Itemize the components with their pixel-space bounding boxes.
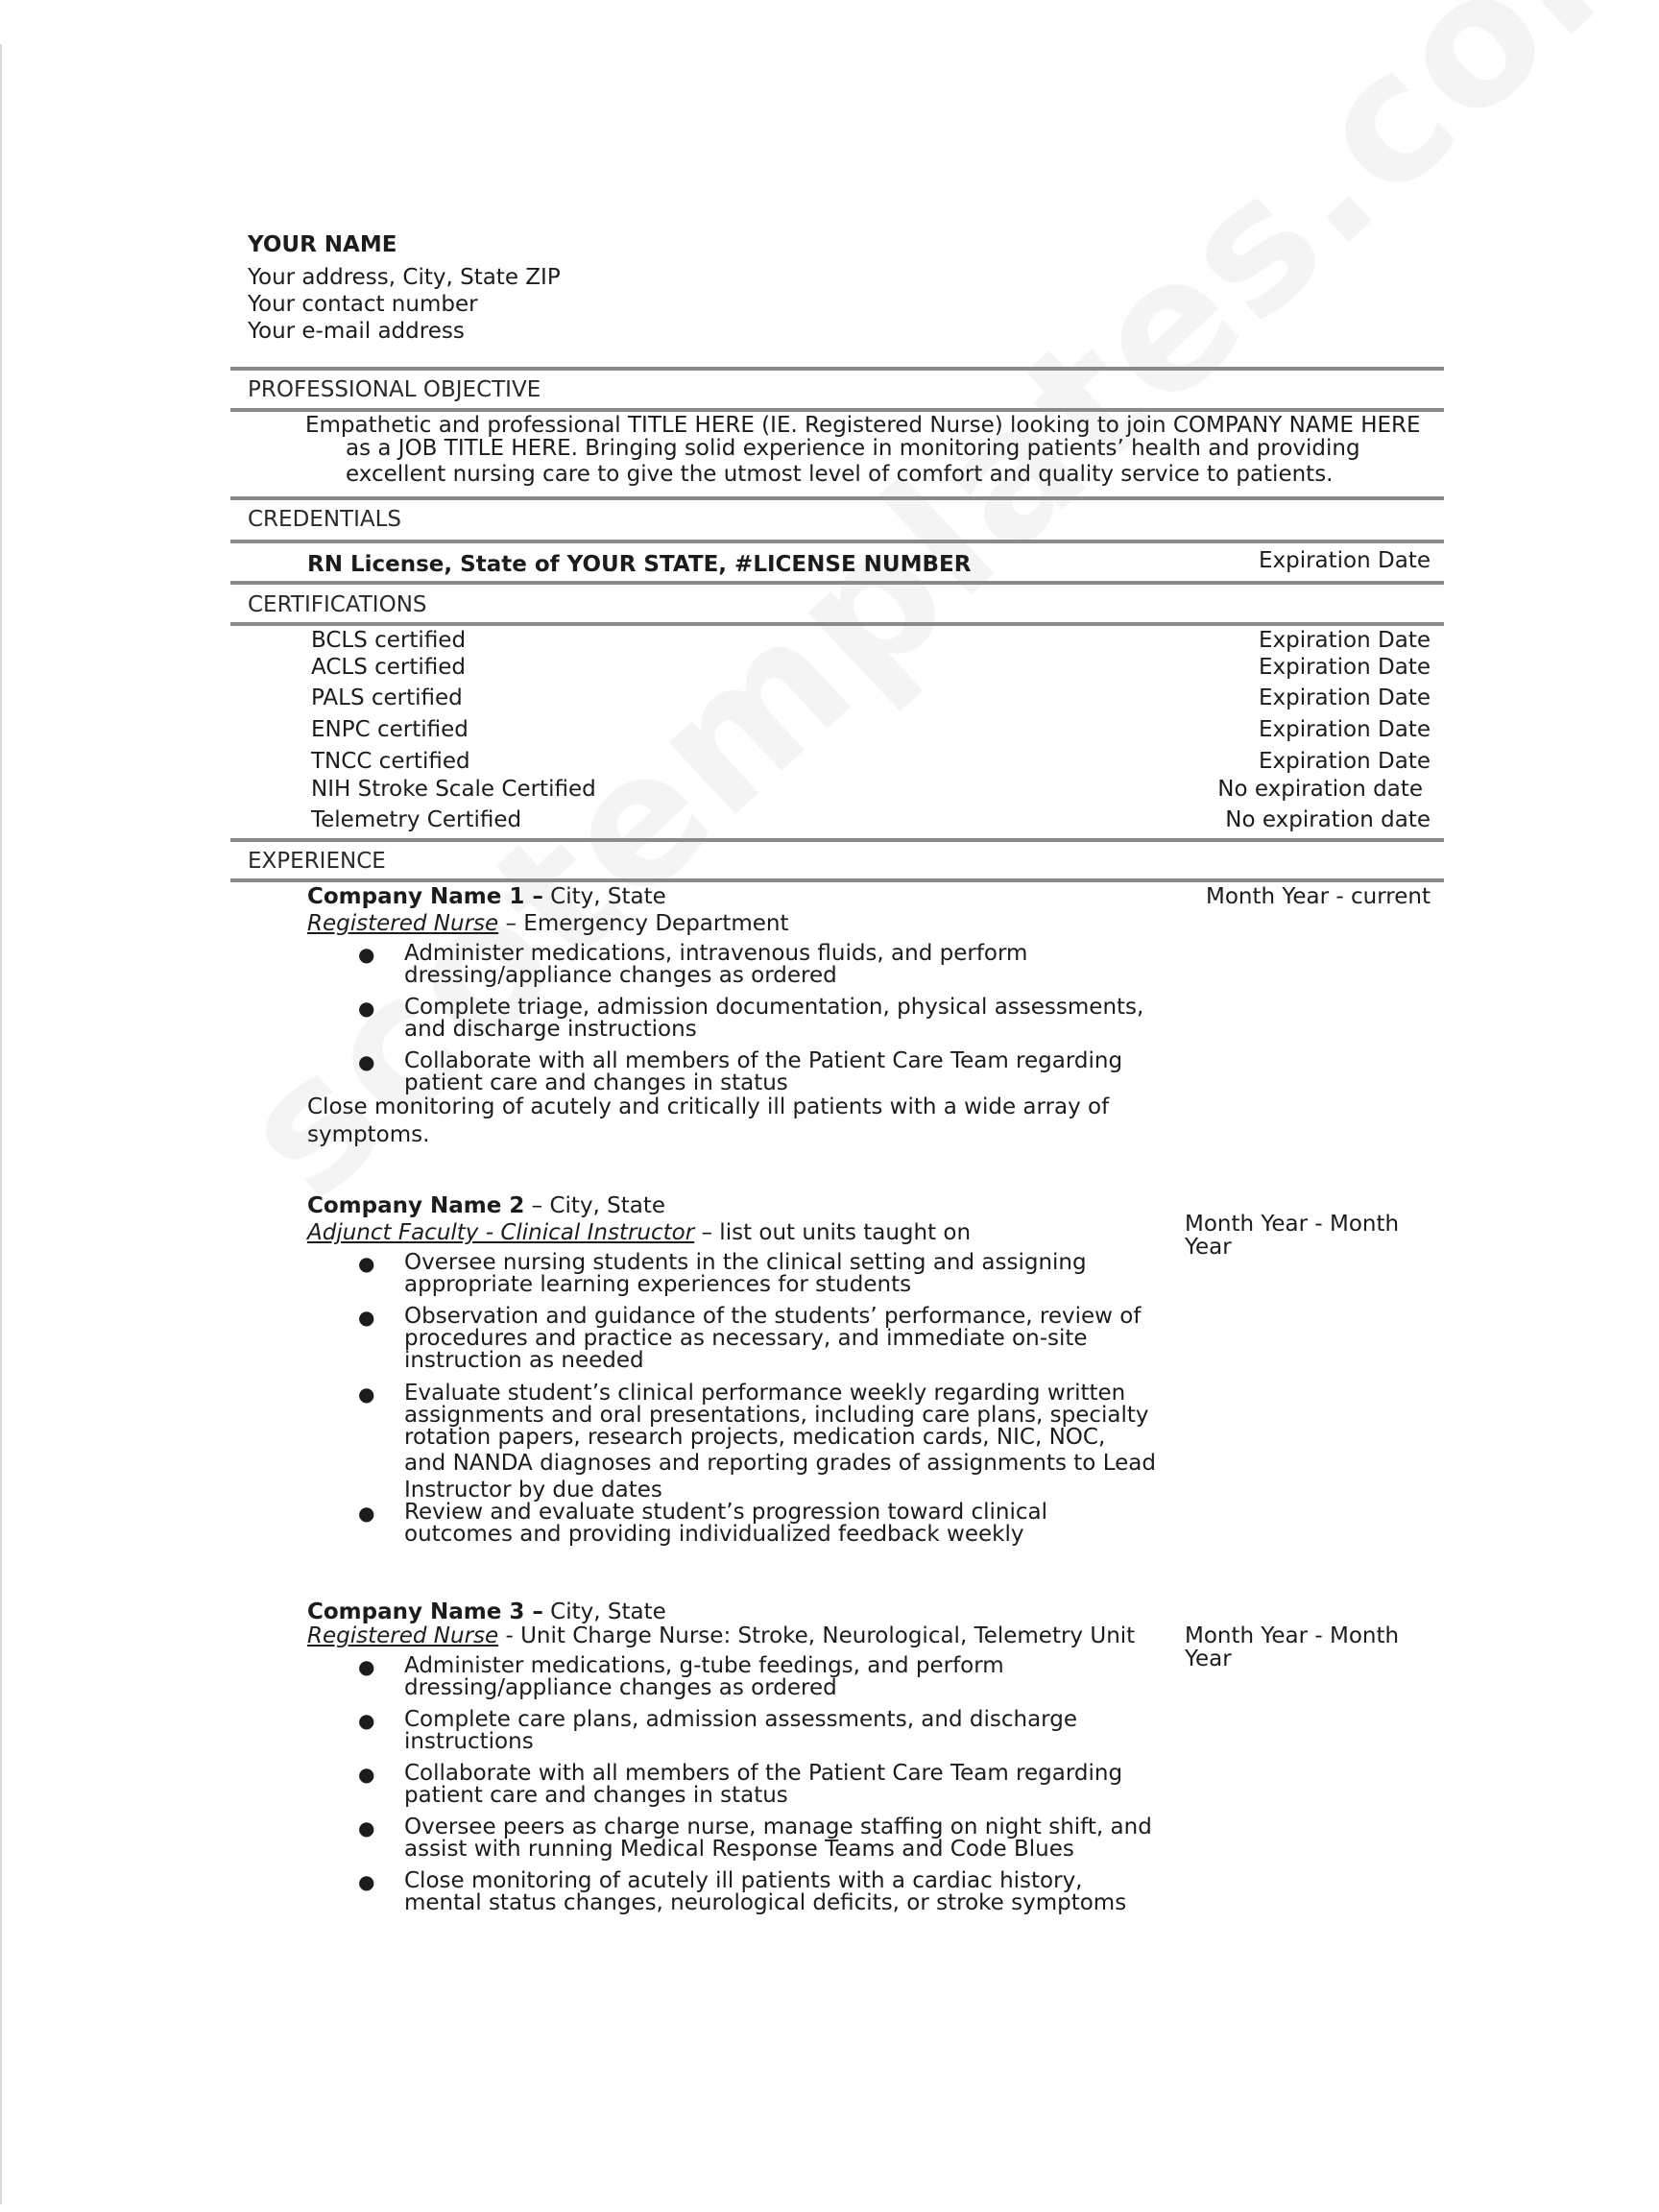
bullet-text: outcomes and providing individualized feedback weekly [404,1522,1024,1547]
license-expiration: Expiration Date [1258,548,1431,573]
objective-line: Empathetic and professional TITLE HERE (IE. Registered Nurse) looking to join COMPANY NAME HERE [305,413,1421,438]
job-title: Registered Nurse [307,1623,499,1648]
bullet-marker: ● [358,943,375,966]
bullet-text: patient care and changes in status [404,1070,788,1095]
certification-date: Expiration Date [1258,628,1431,653]
bullet-text: dressing/appliance changes as ordered [404,1675,837,1700]
job-title-line [307,1624,1135,1647]
bullet-marker: ● [358,1816,375,1839]
job-title-line [307,1221,971,1244]
certification-date: Expiration Date [1258,749,1431,774]
bullet-text: Oversee nursing students in the clinical setting and assigning [404,1250,1087,1275]
certification-name: ACLS certified [311,655,467,680]
job-dates: Year [1185,1235,1232,1260]
bullet-text: patient care and changes in status [404,1783,788,1808]
bullet-marker: ● [358,1763,375,1786]
job-title-line [307,912,789,935]
job-note: Close monitoring of acutely and critically ill patients with a wide array of [307,1094,1110,1119]
bullet-text: dressing/appliance changes as ordered [404,963,837,988]
objective-heading: PROFESSIONAL OBJECTIVE [248,377,541,402]
bullet-text: Complete triage, admission documentation, physical assessments, [404,995,1144,1020]
company-name: Company Name 3 – [307,1599,543,1624]
bullet-text: appropriate learning experiences for students [404,1272,912,1297]
bullet-text: Administer medications, g-tube feedings, and perform [404,1653,1004,1678]
certification-name: Telemetry Certified [311,807,522,832]
bullet-marker: ● [358,1050,375,1073]
job-dates: Month Year - Month [1185,1212,1400,1237]
bullet-marker: ● [358,1870,375,1893]
bullet-text: instruction as needed [404,1348,644,1373]
bullet-marker: ● [358,997,375,1020]
job-header [307,1600,666,1623]
bullet-marker: ● [358,1252,375,1275]
company-location: City, State [542,884,666,909]
company-name: Company Name 2 [307,1193,525,1218]
company-location: – City, State [524,1193,666,1218]
certification-date: Expiration Date [1258,685,1431,710]
job-note: symptoms. [307,1122,430,1147]
bullet-text: Oversee peers as charge nurse, manage staffing on night shift, and [404,1815,1152,1839]
objective-line: excellent nursing care to give the utmost level of comfort and quality service to patients. [346,462,1334,487]
bullet-text: mental status changes, neurological deficits, or stroke symptoms [404,1890,1127,1915]
bullet-text: Instructor by due dates [404,1478,662,1503]
certification-date: No expiration date [1225,807,1431,832]
certification-name: PALS certified [311,685,463,710]
section-rule [230,367,1444,371]
page-edge [0,44,2,2204]
company-location: City, State [542,1599,666,1624]
job-dates: Month Year - Month [1185,1623,1400,1648]
certification-name: ENPC certified [311,717,469,742]
license-text: RN License, State of YOUR STATE, #LICENSE NUMBER [307,552,972,577]
bullet-text: instructions [404,1729,534,1754]
certifications-heading: CERTIFICATIONS [248,592,427,617]
job-dates: Month Year - current [1206,884,1431,909]
job-title-suffix: – list out units taught on [694,1220,972,1245]
applicant-email: Your e-mail address [248,319,465,344]
bullet-text: Collaborate with all members of the Patient Care Team regarding [404,1048,1123,1073]
objective-line: as a JOB TITLE HERE. Bringing solid experience in monitoring patients’ health and providing [346,436,1360,461]
applicant-phone: Your contact number [248,292,478,317]
bullet-marker: ● [358,1306,375,1329]
job-dates: Year [1185,1647,1232,1671]
section-rule [230,581,1444,585]
applicant-address: Your address, City, State ZIP [248,265,561,290]
bullet-text: Administer medications, intravenous fluids, and perform [404,941,1028,966]
section-rule [230,622,1444,626]
job-title: Registered Nurse [307,911,499,936]
job-title-suffix: – Emergency Department [498,911,789,936]
bullet-text: Close monitoring of acutely ill patients with a cardiac history, [404,1868,1083,1893]
section-rule [230,878,1444,882]
job-header [307,885,666,908]
experience-heading: EXPERIENCE [248,849,386,874]
bullet-text: procedures and practice as necessary, and immediate on-site [404,1326,1088,1351]
certification-date: Expiration Date [1258,655,1431,680]
job-title: Adjunct Faculty - Clinical Instructor [307,1220,695,1245]
bullet-marker: ● [358,1502,375,1525]
job-header [307,1194,665,1217]
applicant-name: YOUR NAME [248,232,397,257]
certification-name: NIH Stroke Scale Certified [311,777,596,802]
bullet-text: and discharge instructions [404,1017,697,1042]
bullet-text: Review and evaluate student’s progression toward clinical [404,1500,1047,1525]
certification-name: BCLS certified [311,628,467,653]
company-name: Company Name 1 – [307,884,543,909]
bullet-text: rotation papers, research projects, medication cards, NIC, NOC, [404,1425,1106,1450]
credentials-heading: CREDENTIALS [248,507,402,532]
certification-date: Expiration Date [1258,717,1431,742]
bullet-text: Evaluate student’s clinical performance weekly regarding written [404,1381,1126,1406]
bullet-text: assignments and oral presentations, including care plans, specialty [404,1403,1149,1428]
certification-name: TNCC certified [311,749,470,774]
section-rule [230,408,1444,412]
section-rule [230,838,1444,842]
bullet-text: assist with running Medical Response Teams and Code Blues [404,1837,1074,1862]
bullet-text: and NANDA diagnoses and reporting grades of assignments to Lead [404,1451,1156,1476]
bullet-marker: ● [358,1655,375,1678]
bullet-text: Complete care plans, admission assessments, and discharge [404,1707,1077,1732]
certification-date: No expiration date [1217,777,1423,802]
bullet-text: Observation and guidance of the students’ performance, review of [404,1304,1142,1329]
job-title-suffix: - Unit Charge Nurse: Stroke, Neurological, Telemetry Unit [498,1623,1136,1648]
section-rule [230,540,1444,543]
bullet-text: Collaborate with all members of the Patient Care Team regarding [404,1761,1123,1786]
bullet-marker: ● [358,1382,375,1406]
section-rule [230,496,1444,500]
bullet-marker: ● [358,1709,375,1732]
